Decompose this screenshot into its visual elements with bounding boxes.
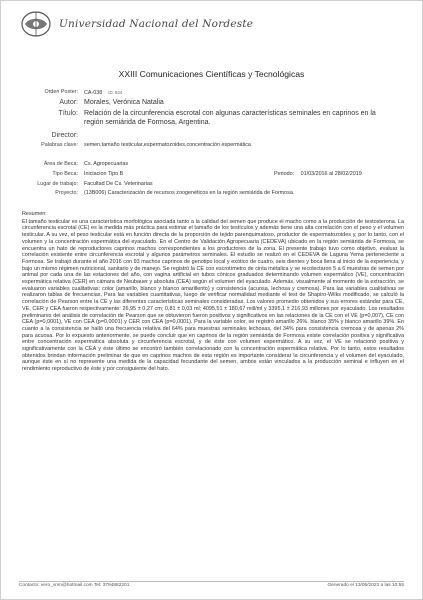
lugar-trabajo-label: Lugar de trabajo: <box>37 181 78 187</box>
tipo-beca-label: Tipo Beca: <box>52 171 78 177</box>
orden-poster-value: CA-038 ID: 844 <box>84 90 123 96</box>
titulo-label: Título: <box>58 110 78 117</box>
event-title: XXIII Comunicaciones Científicas y Tecnológicas <box>118 69 305 79</box>
area-beca-label: Área de Beca: <box>43 161 78 167</box>
area-beca-value: Cs. Agropecuarias <box>84 161 129 167</box>
periodo <box>274 171 362 177</box>
periodo-label: Periodo: <box>274 171 295 177</box>
resumen-section <box>22 211 404 373</box>
lugar-trabajo-value: Facultad De Cs. Veterinarias <box>84 181 153 187</box>
resumen-label: Resumen: <box>22 211 47 217</box>
tipo-beca-value: Iniciacion Tipo B <box>84 171 124 177</box>
periodo-value: 01/03/2016 al 28/02/2019 <box>300 171 362 177</box>
palabras-clave-value: semen,tamaño testicular,espermatozoides,concentración espermática <box>84 142 251 148</box>
autor-value: Morales, Verónica Natalia <box>84 99 164 106</box>
footer-generated: Generado el 13/06/2023 a las 10:55 <box>327 583 404 588</box>
poster-id: ID: 844 <box>108 90 123 95</box>
palabras-clave-label: Palabras clave: <box>41 142 78 148</box>
director-label: Director: <box>51 132 78 139</box>
footer-contact: Contacto: vero_vnm@hotmail.com Tel: 3794882201 <box>19 583 130 588</box>
unne-crest-icon <box>19 9 53 39</box>
footer-divider <box>19 581 404 582</box>
orden-poster-label: Orden Poster: <box>44 89 78 95</box>
resumen-text: El tamaño testicular es una característica morfológica asociada tanto a la calidad del semen que produce el macho como a la producción de testosterona. La circunferencia escrotal (CE) es la medida más práctica para estimar el tamaño de los testículos y además tiene una alta correlación con el peso y el volumen testicular. A su vez, el peso testicular está en función directa de la proporción de tejido parenquimatoso, productor de espermatozoides y, por lo tanto, con el volumen y la concentración espermática del eyaculado. En el Centro de Validación Agropecuaria (CEDEVA) ubicado en la región semiárida de Formosa, se encuentra un hato de reproductores caprinos machos correspondientes a los productores de la zona. El presente trabajo tuvo como objetivo, evaluar la correlación existente entre circunferencia escrotal y algunos parámetros seminales. El estudio se realizó en el CEDEVA de Laguna Yema perteneciente a Formosa. Se trabajó durante el año 2016 con 93 machos caprinos de genotipo local y exótico de cuatro, seis dientes y boca llena al inicio de la experiencia, y bajo un mismo régimen nutricional, sanitario y de manejo. Se registró la CE con escrotímetro de cinta métalica y se recolectaron 5 a 6 muestras de semen por animal por cada una de las estaciones del año, con vagina artificial en tubos cónicos graduados determinando volumen espermático (VE), concentración espermática relativa (CER) en cámara de Neubauer y absoluta (CEA) según el volumen del eyaculado. Además, visualmente al momento de la extracción, se evaluaron variables cualitativas: color (amarillo, blanco y blanco amarillento) y consistencia (acuosa, lechosa y cremosa). Para las variables cualitativas se realizaron tablas de frecuencias. Para las variables cuantitativas, luego de verificar normalidad mediante el test de Shapiro-Wilks modificado, se calculó la correlación de Pearson entre la CE y las diferentes características seminales consideradas. Los valores promedio obtenidos y sus errores estándar para CE, VE, CER y CEA fueron respectivamente: 26,95 ± 0,27 cm; 0,81 ± 0,03 ml; 4095,51 ± 180,67 mill/ml y 3395,1 ± 216,93 millones por eyaculado. Los resultados preliminares del análisis de correlación de Pearson que se obtuvieron fueron positivos y significativos en las relaciones de la CE con el VE (p=0,007), CE con CEA (p=0,0001), VE con CEA (p=0,0001) y CER con CEA (p=0,0001). Para la variable color, se registró amarillo 26%, blanco 35% y blanco amarillo 39%. En cuanto a la consistencia se halló una frecuencia relativa del 64% para muestras seminales lechosas, del 34% para consistencia cremosa y de apenas 2% para acuosa. Por lo expuesto anteriormente, se puede concluir que en caprinos de la región semiárida de Formosa existe correlación positiva y significativa entre concentración espermática absoluta y circunferencia escrotal, y de éste con volumen espermático. A su vez, el VE se relacionó positiva y significativamente con la CEA y éste último se encontró también correlacionado con la concentración espermática relativa. Por lo tanto, estos resultados obtenidos brindan información preliminar de que en caprinos machos de esta región es importante considerar la circunferencia y el volumen del eyaculado, aunque éste en sí no represente una medida de la capacidad fecundante del semen, ambos están vinculados a la producción seminal e influyen en el rendimiento reproductivo de éste y por consiguiente del hato. <box>22 218 404 373</box>
proyecto-value: (13B006) Caracterización de recursos zoogenéticos en la región semiárida de Formosa. <box>84 190 295 196</box>
titulo-value: Relación de la circunferencia escrotal con algunas características seminales en caprinos en la región semiárida de Formosa, Argentina. <box>84 110 376 126</box>
header-logo <box>19 9 253 39</box>
university-name: Universidad Nacional del Nordeste <box>59 18 254 30</box>
autor-label: Autor: <box>59 99 78 106</box>
proyecto-label: Proyecto: <box>55 190 78 196</box>
